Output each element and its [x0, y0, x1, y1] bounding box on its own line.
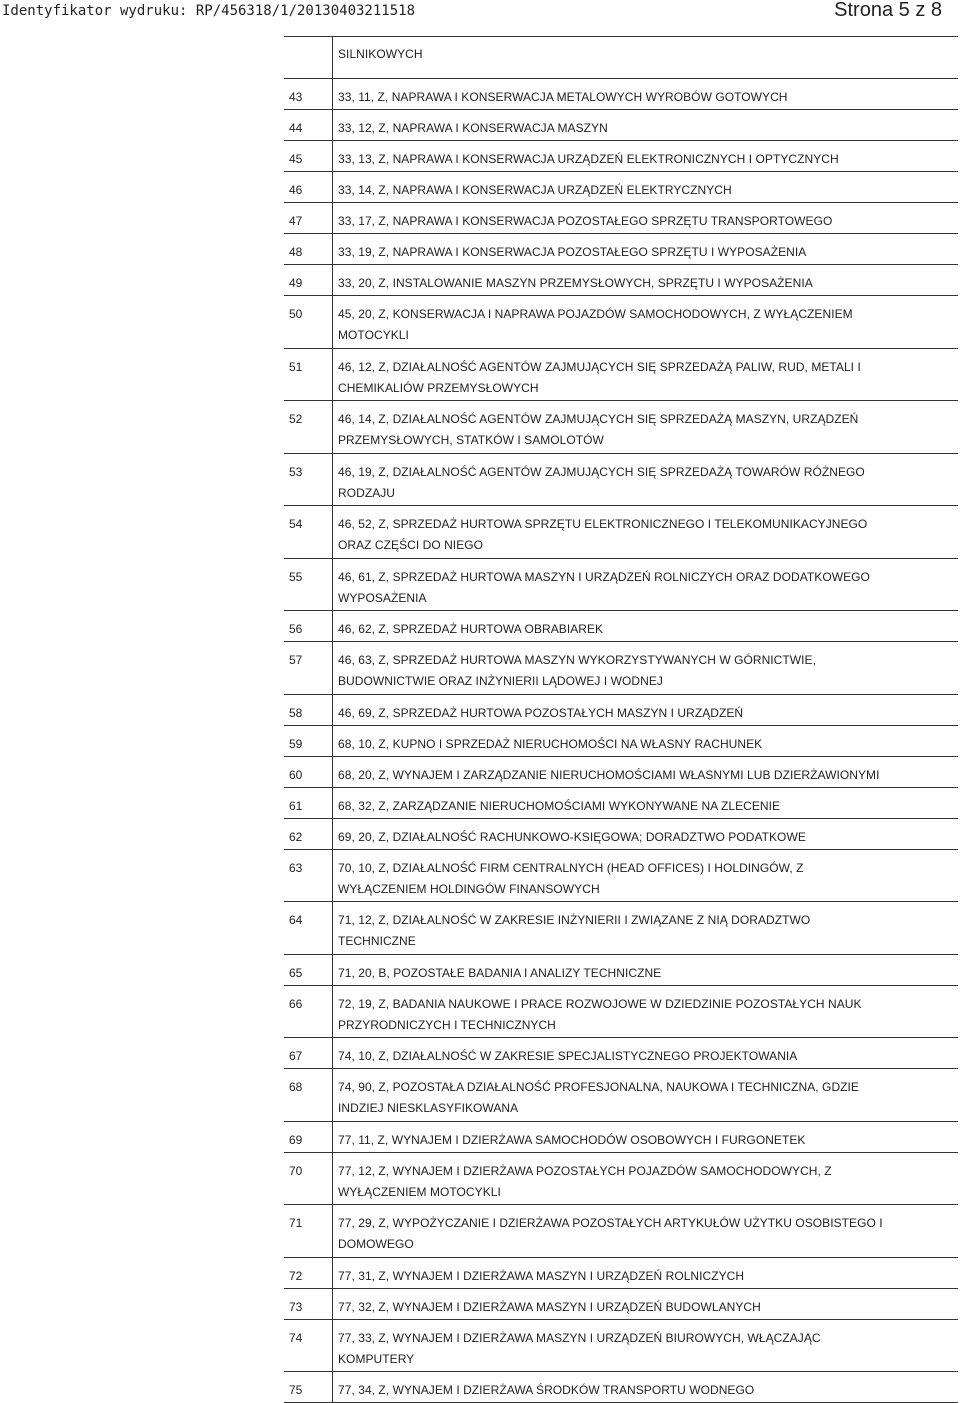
continuation-text: SILNIKOWYCH: [338, 47, 423, 61]
row-number: 69: [284, 1122, 333, 1152]
activity-description: 77, 33, Z, WYNAJEM I DZIERŻAWA MASZYN I URZĄDZEŃ BIUROWYCH, WŁĄCZAJĄC KOMPUTERY: [338, 1330, 821, 1366]
table-row: [284, 234, 958, 265]
activity-description: 46, 61, Z, SPRZEDAŻ HURTOWA MASZYN I URZĄDZEŃ ROLNICZYCH ORAZ DODATKOWEGO WYPOSAŻENIA: [338, 569, 870, 605]
row-number: 51: [284, 349, 333, 401]
table-row: [284, 454, 958, 507]
table-row: [284, 819, 958, 850]
row-number: 74: [284, 1320, 333, 1372]
table-row: [284, 642, 958, 695]
row-number: 47: [284, 203, 333, 233]
row-number: 67: [284, 1038, 333, 1068]
activity-description: 77, 12, Z, WYNAJEM I DZIERŻAWA POZOSTAŁYCH POJAZDÓW SAMOCHODOWYCH, Z WYŁĄCZENIEM MOTOCYKLI: [338, 1163, 832, 1199]
row-number: 50: [284, 296, 333, 348]
row-number: 71: [284, 1205, 333, 1257]
activity-description: 70, 10, Z, DZIAŁALNOŚĆ FIRM CENTRALNYCH (HEAD OFFICES) I HOLDINGÓW, Z WYŁĄCZENIEM HOLDINGÓW FINANSOWYCH: [338, 860, 804, 896]
activity-description: 74, 90, Z, POZOSTAŁA DZIAŁALNOŚĆ PROFESJONALNA, NAUKOWA I TECHNICZNA, GDZIE INDZIEJ NIESKLASYFIKOWANA: [338, 1080, 859, 1115]
activity-description: 72, 19, Z, BADANIA NAUKOWE I PRACE ROZWOJOWE W DZIEDZINIE POZOSTAŁYCH NAUK PRZYRODNICZYCH I TECHNICZNYCH: [338, 996, 862, 1032]
page-number: Strona 5 z 8: [834, 0, 942, 21]
row-number: 75: [284, 1372, 333, 1402]
activity-description: 69, 20, Z, DZIAŁALNOŚĆ RACHUNKOWO-KSIĘGOWA; DORADZTWO PODATKOWE: [338, 829, 806, 844]
row-number: 53: [284, 454, 333, 506]
activity-description: 46, 62, Z, SPRZEDAŻ HURTOWA OBRABIAREK: [338, 622, 604, 636]
table-row: [284, 611, 958, 642]
table-row: [284, 986, 958, 1039]
row-number: 70: [284, 1153, 333, 1205]
table-row: [284, 1038, 958, 1069]
row-number: 58: [284, 695, 333, 725]
table-row: [284, 401, 958, 454]
table-row: [284, 265, 958, 296]
table-row: [284, 172, 958, 203]
activity-description: 46, 19, Z, DZIAŁALNOŚĆ AGENTÓW ZAJMUJĄCYCH SIĘ SPRZEDAŻĄ TOWARÓW RÓŻNEGO RODZAJU: [338, 464, 865, 500]
activity-description: 33, 12, Z, NAPRAWA I KONSERWACJA MASZYN: [338, 121, 608, 135]
row-number: 46: [284, 172, 333, 202]
activity-description: 68, 10, Z, KUPNO I SPRZEDAŻ NIERUCHOMOŚCI NA WŁASNY RACHUNEK: [338, 736, 763, 751]
row-number: 54: [284, 506, 333, 558]
table-row: [284, 559, 958, 612]
activity-description: 74, 10, Z, DZIAŁALNOŚĆ W ZAKRESIE SPECJALISTYCZNEGO PROJEKTOWANIA: [338, 1049, 798, 1063]
activity-description: 33, 14, Z, NAPRAWA I KONSERWACJA URZĄDZEŃ ELEKTRYCZNYCH: [338, 183, 732, 197]
row-number: 52: [284, 401, 333, 453]
table-row: [284, 141, 958, 172]
table-row: [284, 1258, 958, 1289]
activity-description: 68, 32, Z, ZARZĄDZANIE NIERUCHOMOŚCIAMI WYKONYWANE NA ZLECENIE: [338, 798, 781, 813]
table-row: [284, 757, 958, 788]
row-number: 62: [284, 819, 333, 849]
table-row-continuation: [284, 37, 958, 79]
activity-description: 33, 13, Z, NAPRAWA I KONSERWACJA URZĄDZEŃ ELEKTRONICZNYCH I OPTYCZNYCH: [338, 152, 839, 166]
table-row: [284, 1122, 958, 1153]
row-number: 63: [284, 850, 333, 902]
activity-description: 46, 14, Z, DZIAŁALNOŚĆ AGENTÓW ZAJMUJĄCYCH SIĘ SPRZEDAŻĄ MASZYN, URZĄDZEŃ PRZEMYSŁOWYCH, STATKÓW I SAMOLOTÓW: [338, 412, 859, 447]
activity-description: 33, 17, Z, NAPRAWA I KONSERWACJA POZOSTAŁEGO SPRZĘTU TRANSPORTOWEGO: [338, 214, 833, 228]
row-number: 65: [284, 955, 333, 985]
page-header: [0, 0, 960, 26]
activity-description: 71, 12, Z, DZIAŁALNOŚĆ W ZAKRESIE INŻYNIERII I ZWIĄZANE Z NIĄ DORADZTWO TECHNICZNE: [338, 913, 811, 948]
row-number: 45: [284, 141, 333, 171]
print-identifier: Identyfikator wydruku: RP/456318/1/20130403211518: [2, 3, 416, 19]
table-row: [284, 79, 958, 110]
table-row: [284, 695, 958, 726]
activity-description: 68, 20, Z, WYNAJEM I ZARZĄDZANIE NIERUCHOMOŚCIAMI WŁASNYMI LUB DZIERŻAWIONYMI: [338, 767, 880, 782]
table-row: [284, 349, 958, 402]
table-row: [284, 110, 958, 141]
activity-description: 77, 11, Z, WYNAJEM I DZIERŻAWA SAMOCHODÓW OSOBOWYCH I FURGONETEK: [338, 1132, 806, 1147]
row-number: 44: [284, 110, 333, 140]
row-number: 72: [284, 1258, 333, 1288]
table-row: [284, 902, 958, 955]
activity-description: 77, 29, Z, WYPOŻYCZANIE I DZIERŻAWA POZOSTAŁYCH ARTYKUŁÓW UŻYTKU OSOBISTEGO I DOMOWEGO: [338, 1216, 883, 1251]
row-number: 43: [284, 79, 333, 109]
row-number: 68: [284, 1069, 333, 1121]
row-number: 66: [284, 986, 333, 1038]
activity-description: 46, 12, Z, DZIAŁALNOŚĆ AGENTÓW ZAJMUJĄCYCH SIĘ SPRZEDAŻĄ PALIW, RUD, METALI I CHEMIKALIÓW PRZEMYSŁOWYCH: [338, 359, 861, 395]
table-row: [284, 726, 958, 757]
row-number: 55: [284, 559, 333, 611]
table-row: [284, 1069, 958, 1122]
row-number: 60: [284, 757, 333, 787]
table-row: [284, 788, 958, 819]
activity-description: 46, 52, Z, SPRZEDAŻ HURTOWA SPRZĘTU ELEKTRONICZNEGO I TELEKOMUNIKACYJNEGO ORAZ CZĘŚCI DO NIEGO: [338, 517, 868, 552]
table-row: [284, 506, 958, 559]
pkd-activity-table: [284, 36, 958, 1403]
row-number: 59: [284, 726, 333, 756]
activity-description: 46, 63, Z, SPRZEDAŻ HURTOWA MASZYN WYKORZYSTYWANYCH W GÓRNICTWIE, BUDOWNICTWIE ORAZ INŻYNIERII LĄDOWEJ I WODNEJ: [338, 653, 816, 688]
row-number: 64: [284, 902, 333, 954]
table-row: [284, 1153, 958, 1206]
row-number: 57: [284, 642, 333, 694]
table-row: [284, 296, 958, 349]
activity-description: 71, 20, B, POZOSTAŁE BADANIA I ANALIZY TECHNICZNE: [338, 965, 662, 980]
row-number: 73: [284, 1289, 333, 1319]
table-row: [284, 850, 958, 903]
row-number-cell: [284, 37, 333, 78]
activity-description: 77, 34, Z, WYNAJEM I DZIERŻAWA ŚRODKÓW TRANSPORTU WODNEGO: [338, 1383, 755, 1397]
activity-description: 33, 11, Z, NAPRAWA I KONSERWACJA METALOWYCH WYROBÓW GOTOWYCH: [338, 90, 788, 104]
row-number: 49: [284, 265, 333, 295]
activity-description: 33, 20, Z, INSTALOWANIE MASZYN PRZEMYSŁOWYCH, SPRZĘTU I WYPOSAŻENIA: [338, 276, 813, 290]
activity-description: 77, 32, Z, WYNAJEM I DZIERŻAWA MASZYN I URZĄDZEŃ BUDOWLANYCH: [338, 1299, 761, 1314]
table-row: [284, 1289, 958, 1320]
row-number: 61: [284, 788, 333, 818]
row-number: 48: [284, 234, 333, 264]
table-row: [284, 1320, 958, 1373]
activity-description: 77, 31, Z, WYNAJEM I DZIERŻAWA MASZYN I URZĄDZEŃ ROLNICZYCH: [338, 1268, 745, 1283]
table-row: [284, 955, 958, 986]
activity-description: 33, 19, Z, NAPRAWA I KONSERWACJA POZOSTAŁEGO SPRZĘTU I WYPOSAŻENIA: [338, 245, 807, 259]
table-row: [284, 1372, 958, 1403]
activity-description: 45, 20, Z, KONSERWACJA I NAPRAWA POJAZDÓW SAMOCHODOWYCH, Z WYŁĄCZENIEM MOTOCYKLI: [338, 307, 853, 342]
table-row: [284, 1205, 958, 1258]
activity-description: 46, 69, Z, SPRZEDAŻ HURTOWA POZOSTAŁYCH MASZYN I URZĄDZEŃ: [338, 705, 744, 720]
table-row: [284, 203, 958, 234]
row-number: 56: [284, 611, 333, 641]
